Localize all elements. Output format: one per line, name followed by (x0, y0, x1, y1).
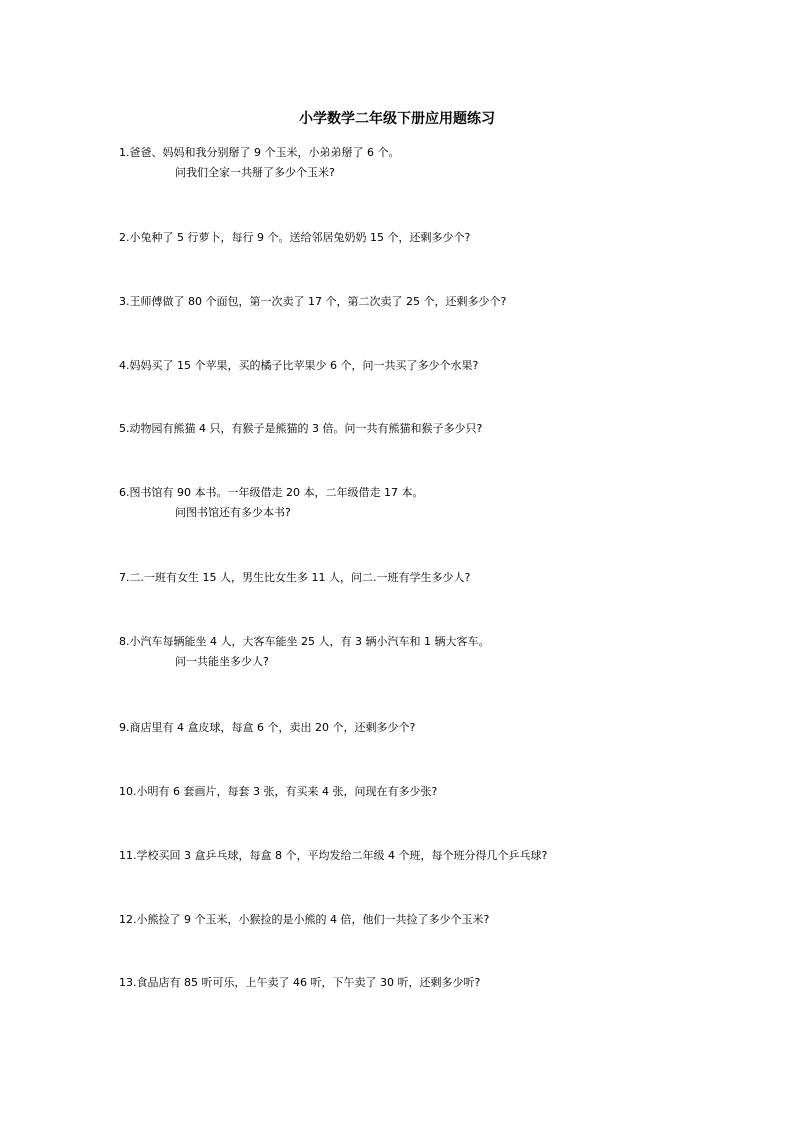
question-text: 5.动物园有熊猫 4 只，有猴子是熊猫的 3 倍。问一共有熊猫和猴子多少只? (119, 422, 483, 435)
question-text: 7.二.一班有女生 15 人，男生比女生多 11 人，问二.一班有学生多少人? (119, 571, 471, 584)
question-text: 8.小汽车每辆能坐 4 人，大客车能坐 25 人，有 3 辆小汽车和 1 辆大客车。 (119, 635, 490, 648)
question-text-continued: 问一共能坐多少人? (175, 655, 269, 668)
question-12 (119, 910, 769, 930)
question-3 (119, 292, 769, 312)
question-text: 4.妈妈买了 15 个苹果，买的橘子比苹果少 6 个，问一共买了多少个水果? (119, 359, 479, 372)
question-text-continued: 问图书馆还有多少本书? (175, 506, 291, 519)
question-13 (119, 973, 769, 993)
question-11 (119, 846, 769, 866)
question-9 (119, 718, 769, 738)
page-title: 小学数学二年级下册应用题练习 (299, 111, 495, 127)
question-10 (119, 782, 769, 802)
question-text: 10.小明有 6 套画片，每套 3 张，有买来 4 张，问现在有多少张? (119, 785, 438, 798)
question-1 (119, 143, 769, 183)
question-text: 6.图书馆有 90 本书。一年级借走 20 本，二年级借走 17 本。 (119, 486, 424, 499)
question-text: 9.商店里有 4 盒皮球，每盒 6 个，卖出 20 个，还剩多少个? (119, 721, 416, 734)
question-text-continued: 问我们全家一共掰了多少个玉米? (175, 166, 335, 179)
question-6 (119, 483, 769, 523)
question-text: 11.学校买回 3 盒乒乓球，每盒 8 个，平均发给二年级 4 个班，每个班分得几个乒乓球? (119, 849, 548, 862)
question-text: 1.爸爸、妈妈和我分别掰了 9 个玉米，小弟弟掰了 6 个。 (119, 146, 400, 159)
question-text: 13.食品店有 85 听可乐，上午卖了 46 听，下午卖了 30 听，还剩多少听? (119, 976, 481, 989)
question-text: 2.小兔种了 5 行萝卜，每行 9 个。送给邻居兔奶奶 15 个，还剩多少个? (119, 231, 471, 244)
question-5 (119, 419, 769, 439)
question-8 (119, 632, 769, 672)
question-text: 3.王师傅做了 80 个面包，第一次卖了 17 个，第二次卖了 25 个，还剩多少个? (119, 295, 507, 308)
question-4 (119, 356, 769, 376)
question-2 (119, 228, 769, 248)
question-7 (119, 568, 769, 588)
question-text: 12.小熊捡了 9 个玉米，小猴捡的是小熊的 4 倍，他们一共捡了多少个玉米? (119, 913, 490, 926)
